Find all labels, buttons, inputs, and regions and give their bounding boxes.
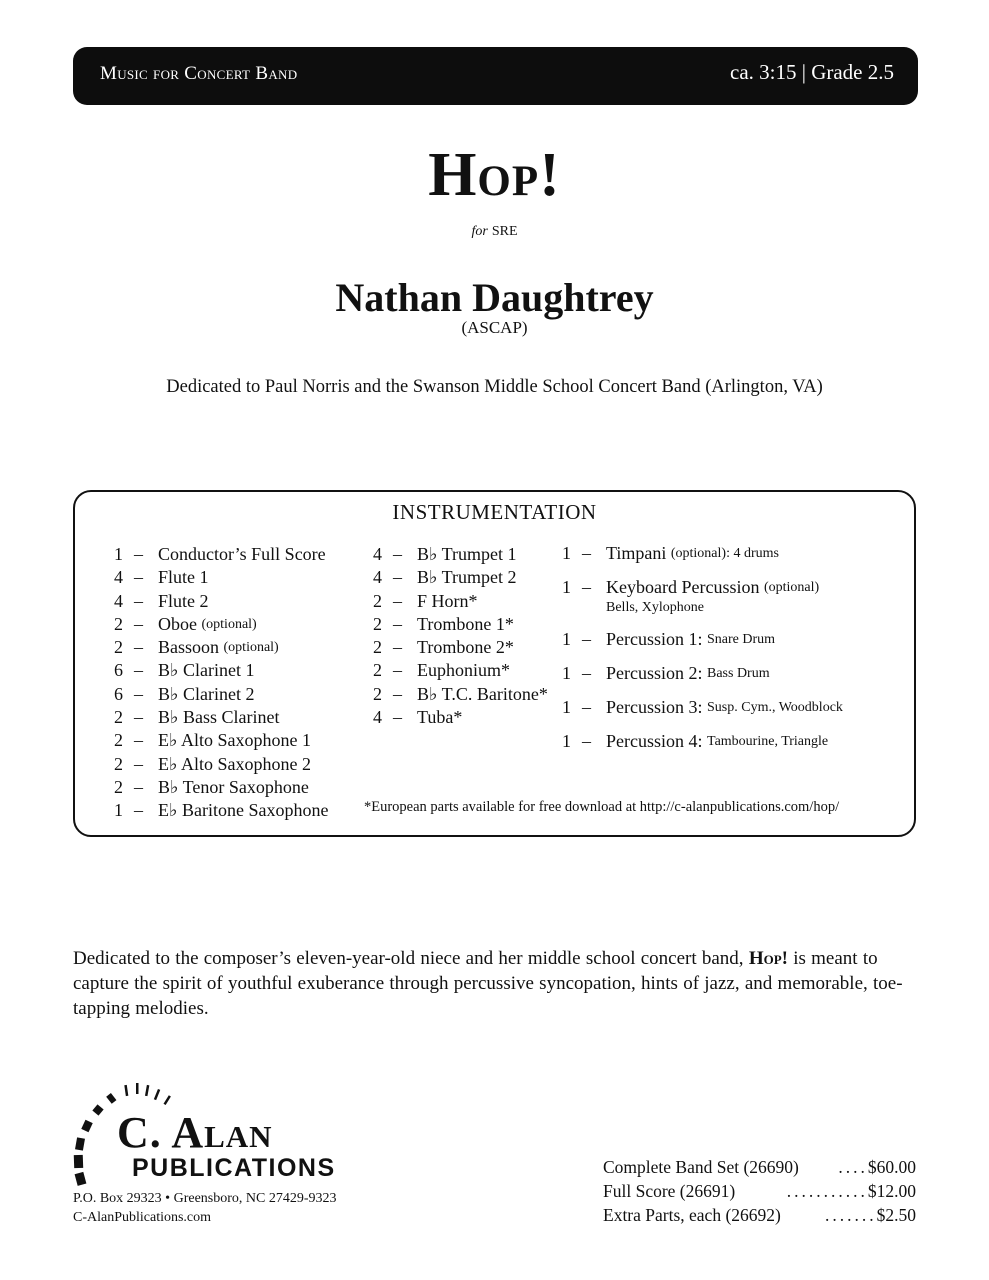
price-label: Complete Band Set (26690): [603, 1157, 799, 1177]
instrument-row: 4 – B♭ Trumpet 1: [373, 544, 517, 564]
instrument-row: 2 – Euphonium*: [373, 660, 510, 681]
instrument-row: 2 – F Horn*: [373, 590, 478, 611]
instrument-row: 4 – B♭ Trumpet 2: [373, 567, 517, 588]
header-banner: [73, 47, 918, 105]
price-row: [603, 1179, 916, 1203]
instrument-row: 1 – Percussion 4: Tambourine, Triangle: [562, 731, 829, 751]
instrument-column-woodwinds: [114, 543, 328, 823]
price-amount: $12.00: [867, 1181, 916, 1201]
for-name: SRE: [491, 224, 518, 239]
instrument-row: 2 – E♭ Alto Saxophone 2: [114, 753, 311, 774]
instrument-row: 2 – Bassoon (optional): [114, 637, 279, 658]
instrument-row: 2 – B♭ Bass Clarinet: [114, 707, 280, 728]
price-leader: ...........: [786, 1181, 868, 1201]
publisher-website: C-AlanPublications.com: [73, 1210, 212, 1225]
instrument-row: 1 – Keyboard Percussion (optional): [562, 577, 820, 597]
duration-grade: ca. 3:15 | Grade 2.5: [730, 60, 894, 84]
instrument-row: 1 – Percussion 3: Susp. Cym., Woodblock: [562, 697, 843, 717]
instrument-row: 2 – B♭ Tenor Saxophone: [114, 776, 309, 797]
instrument-row: 4 – Tuba*: [373, 707, 463, 728]
instrument-column-brass: [373, 543, 548, 729]
publisher-logo-name: C. Alan: [117, 1108, 273, 1157]
instrument-row: 6 – B♭ Clarinet 1: [114, 660, 255, 681]
instrument-row: 1 – E♭ Baritone Saxophone: [114, 800, 329, 821]
instrument-subnote: Bells, Xylophone: [606, 600, 704, 615]
series-label: Music for Concert Band: [100, 63, 298, 84]
for-line: [0, 224, 989, 240]
price-label: Full Score (26691): [603, 1181, 736, 1201]
instrument-row: 1 – Timpani (optional): 4 drums: [562, 543, 779, 563]
european-parts-note: *European parts available for free download at http://c-alanpublications.com/hop/: [364, 799, 840, 815]
publisher-address: P.O. Box 29323 • Greensboro, NC 27429-9323: [73, 1191, 337, 1206]
publisher-logo-subtitle: PUBLICATIONS: [132, 1154, 336, 1182]
instrument-row: 4 – Flute 1: [114, 567, 209, 588]
instrument-row: 2 – E♭ Alto Saxophone 1: [114, 730, 311, 751]
dedication-line: Dedicated to Paul Norris and the Swanson Middle School Concert Band (Arlington, VA): [166, 377, 823, 397]
program-note: [73, 946, 923, 1021]
price-list: [603, 1155, 916, 1227]
instrument-row: 1 – Percussion 2: Bass Drum: [562, 663, 770, 683]
program-note-title: Hop!: [748, 948, 788, 969]
instrument-row: 2 – Trombone 1*: [373, 613, 514, 634]
instrument-row: 2 – Trombone 2*: [373, 637, 514, 658]
instrumentation-heading: INSTRUMENTATION: [392, 500, 597, 524]
instrument-row: 1 – Conductor’s Full Score: [114, 544, 326, 564]
publisher-address-block: [73, 1189, 337, 1227]
price-row: [603, 1203, 916, 1227]
price-leader: .......: [825, 1205, 877, 1225]
price-leader: ....: [838, 1157, 868, 1177]
instrument-row: 6 – B♭ Clarinet 2: [114, 683, 255, 704]
program-note-text-before: Dedicated to the composer’s eleven-year-old niece and her middle school concert band,: [73, 948, 744, 969]
price-label: Extra Parts, each (26692): [603, 1205, 781, 1225]
price-amount: $2.50: [876, 1205, 916, 1225]
for-prefix: for: [471, 224, 488, 239]
piece-title: Hop!: [428, 141, 561, 209]
price-row: [603, 1155, 916, 1179]
composer-name: Nathan Daughtrey: [335, 275, 654, 320]
instrument-row: 2 – Oboe (optional): [114, 613, 257, 634]
instrument-column-percussion: [562, 542, 843, 753]
instrument-row: 1 – Percussion 1: Snare Drum: [562, 629, 776, 649]
price-amount: $60.00: [867, 1157, 916, 1177]
instrument-row: 2 – B♭ T.C. Baritone*: [373, 683, 548, 704]
composer-affiliation: (ASCAP): [461, 318, 528, 337]
instrument-row: 4 – Flute 2: [114, 590, 209, 611]
program-note-text-after: is meant to capture the spirit of youthful exuberance through percussive syncopation, hints of jazz, and memorable, toe-tapping melodies.: [73, 948, 903, 1019]
